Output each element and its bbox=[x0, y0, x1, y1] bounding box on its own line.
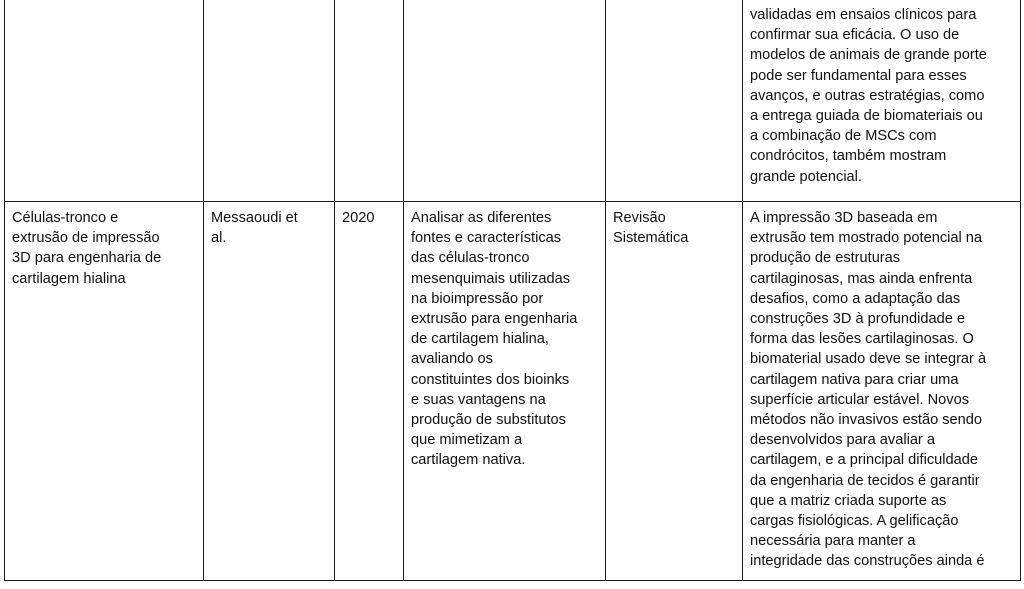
authors-cell: Messaoudi et al. bbox=[204, 202, 335, 581]
objective-cell: Analisar as diferentes fontes e características das células-tronco mesenquimais utilizadas na bioimpressão por extrusão para engenharia de cartilagem hialina, avaliando os constituintes dos bioinks e suas vantagens na produção de substitutos que mimetizam a cartilagem nativa. bbox=[404, 202, 606, 581]
table-row bbox=[5, 202, 1021, 581]
title-cell: Células-tronco e extrusão de impressão 3D para engenharia de cartilagem hialina bbox=[5, 202, 204, 581]
results-cell: A impressão 3D baseada em extrusão tem mostrado potencial na produção de estruturas cartilaginosas, mas ainda enfrenta desafios, como a adaptação das construções 3D à profundidade e forma das lesões cartilaginosas. O biomaterial usado deve se integrar à cartilagem nativa para criar uma superfície articular estável. Novos métodos não invasivos estão sendo desenvolvidos para avaliar a cartilagem, e a principal dificuldade da engenharia de tecidos é garantir que a matriz criada suporte as cargas fisiológicas. A gelificação necessária para manter a integridade das construções ainda é bbox=[743, 202, 1021, 581]
title-cell-empty bbox=[5, 0, 204, 202]
year-cell-empty bbox=[335, 0, 404, 202]
results-cell-continued: validadas em ensaios clínicos para confirmar sua eficácia. O uso de modelos de animais de grande porte pode ser fundamental para esses avanços, e outras estratégias, como a entrega guiada de biomateriais ou a combinação de MSCs com condrócitos, também mostram grande potencial. bbox=[743, 0, 1021, 202]
study-type-cell-empty bbox=[606, 0, 743, 202]
study-type-cell: Revisão Sistemática bbox=[606, 202, 743, 581]
authors-cell-empty bbox=[204, 0, 335, 202]
year-cell: 2020 bbox=[335, 202, 404, 581]
table-row-continued bbox=[5, 0, 1021, 202]
review-table bbox=[4, 0, 1021, 581]
objective-cell-empty bbox=[404, 0, 606, 202]
